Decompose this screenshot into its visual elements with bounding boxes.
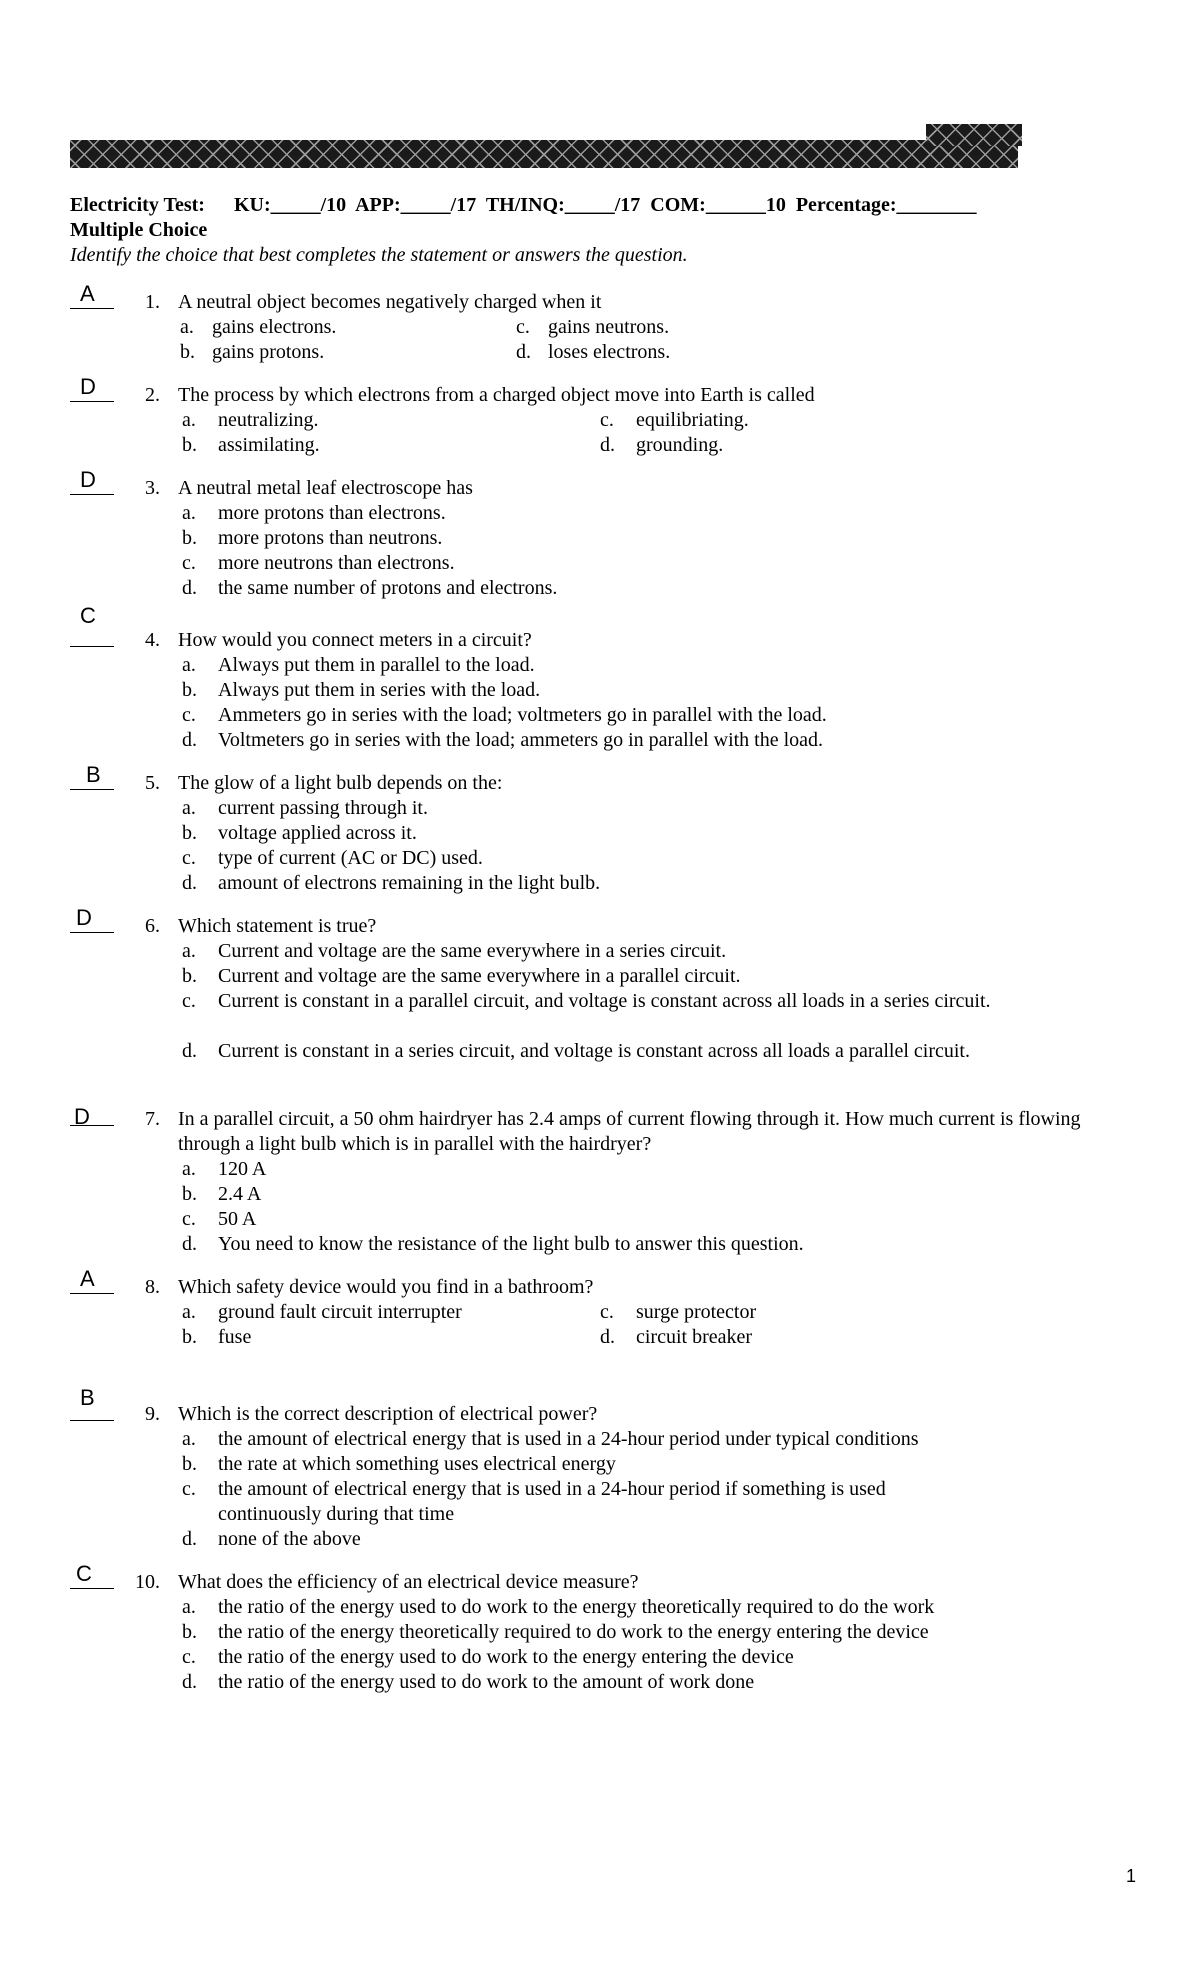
app-score: APP:_____/17 [355,194,477,216]
choice-b: b. 2.4 A [182,1183,262,1205]
choice-d: d. none of the above [182,1528,361,1550]
choice-c: c. gains neutrons. [516,316,670,338]
question-stem: In a parallel circuit, a 50 ohm hairdryer has 2.4 amps of current flowing through it. How much current is flowing through a light bulb which is in parallel with the hairdryer? [178,1108,1081,1155]
choice-a: a. more protons than electrons. [182,502,446,524]
choice-c: c. the ratio of the energy used to do work to the energy entering the device [182,1646,794,1668]
choice-a: a. Current and voltage are the same everywhere in a series circuit. [182,940,727,962]
answer-letter: D [80,374,96,399]
decorative-banner [70,140,1018,168]
answer-letter: B [86,762,101,787]
choice-c: c. surge protector [600,1301,757,1323]
question-number: 6. [145,915,160,937]
test-title: Electricity Test: [70,194,205,216]
question-stem: The process by which electrons from a charged object move into Earth is called [178,384,815,406]
choice-b: b. more protons than neutrons. [182,527,443,549]
answer-letter: D [80,467,96,492]
choice-c: c. Ammeters go in series with the load; voltmeters go in parallel with the load. [182,704,827,726]
choice-c: c. the amount of electrical energy that is used in a 24-hour period if something is used continuously during that time [182,1478,886,1525]
choice-c: c. more neutrons than electrons. [182,552,455,574]
choice-a: a. Always put them in parallel to the load. [182,654,535,676]
choice-a: a. the amount of electrical energy that is used in a 24-hour period under typical conditions [182,1428,919,1450]
question-stem: Which is the correct description of electrical power? [178,1403,598,1425]
question-number: 8. [145,1276,160,1298]
choice-c: c. equilibriating. [600,409,749,431]
question-stem: The glow of a light bulb depends on the: [178,772,503,794]
choice-d: d. circuit breaker [600,1326,753,1348]
question-stem: A neutral metal leaf electroscope has [178,477,473,499]
choice-a: a. 120 A [182,1158,267,1180]
choice-a: a. the ratio of the energy used to do work to the energy theoretically required to do the work [182,1596,935,1618]
percentage-score: Percentage:________ [795,194,977,216]
question-number: 9. [145,1403,160,1425]
choice-d: d. You need to know the resistance of the light bulb to answer this question. [182,1233,804,1255]
choice-d: d. the same number of protons and electrons. [182,577,558,599]
choice-a: a. current passing through it. [182,797,428,819]
question-stem: How would you connect meters in a circuit? [178,629,532,651]
answer-letter: C [76,1561,92,1586]
choice-c: c. type of current (AC or DC) used. [182,847,483,869]
question-number: 7. [145,1108,160,1130]
choice-d: d. grounding. [600,434,724,456]
question-number: 1. [145,291,160,313]
answer-blank[interactable] [70,626,114,647]
choice-d: d. Current is constant in a series circuit, and voltage is constant across all loads a parallel circuit. [182,1040,970,1062]
choice-b: b. voltage applied across it. [182,822,417,844]
choice-b: b. the rate at which something uses electrical energy [182,1453,616,1475]
thinq-score: TH/INQ:_____/17 [485,194,641,216]
answer-letter: D [74,1104,90,1129]
com-score: COM:______10 [650,194,786,216]
question-number: 10. [135,1571,160,1593]
question-number: 4. [145,629,160,651]
question-stem: A neutral object becomes negatively charged when it [178,291,602,313]
choice-a: a. gains electrons. [180,316,337,338]
choice-c: c. Current is constant in a parallel circuit, and voltage is constant across all loads in a series circuit. [182,990,991,1012]
question-number: 3. [145,477,160,499]
choice-c: c. 50 A [182,1208,257,1230]
choice-a: a. ground fault circuit interrupter [182,1301,462,1323]
question-stem: Which statement is true? [178,915,377,937]
instructions: Identify the choice that best completes the statement or answers the question. [70,244,688,266]
question-stem: What does the efficiency of an electrical device measure? [178,1571,639,1593]
choice-b: b. gains protons. [180,341,325,363]
choice-b: b. assimilating. [182,434,320,456]
choice-d: d. loses electrons. [516,341,671,363]
choice-b: b. fuse [182,1326,252,1348]
question-number: 2. [145,384,160,406]
question-stem: Which safety device would you find in a bathroom? [178,1276,594,1298]
page-number: 1 [1126,1866,1137,1886]
choice-d: d. Voltmeters go in series with the load; ammeters go in parallel with the load. [182,729,824,751]
question-number: 5. [145,772,160,794]
decorative-banner-tab [926,124,1022,146]
choice-a: a. neutralizing. [182,409,319,431]
section-title: Multiple Choice [70,219,208,241]
choice-d: d. the ratio of the energy used to do work to the amount of work done [182,1671,755,1693]
answer-letter: A [80,281,95,306]
choice-b: b. the ratio of the energy theoretically required to do work to the energy entering the device [182,1621,929,1643]
answer-letter: D [76,905,92,930]
choice-d: d. amount of electrons remaining in the light bulb. [182,872,601,894]
answer-letter: C [80,603,96,628]
answer-letter: B [80,1385,95,1410]
ku-score: KU:_____/10 [233,194,347,216]
answer-letter: A [80,1266,95,1291]
choice-b: b. Always put them in series with the load. [182,679,541,701]
test-header [70,192,1140,218]
choice-b: b. Current and voltage are the same everywhere in a parallel circuit. [182,965,741,987]
